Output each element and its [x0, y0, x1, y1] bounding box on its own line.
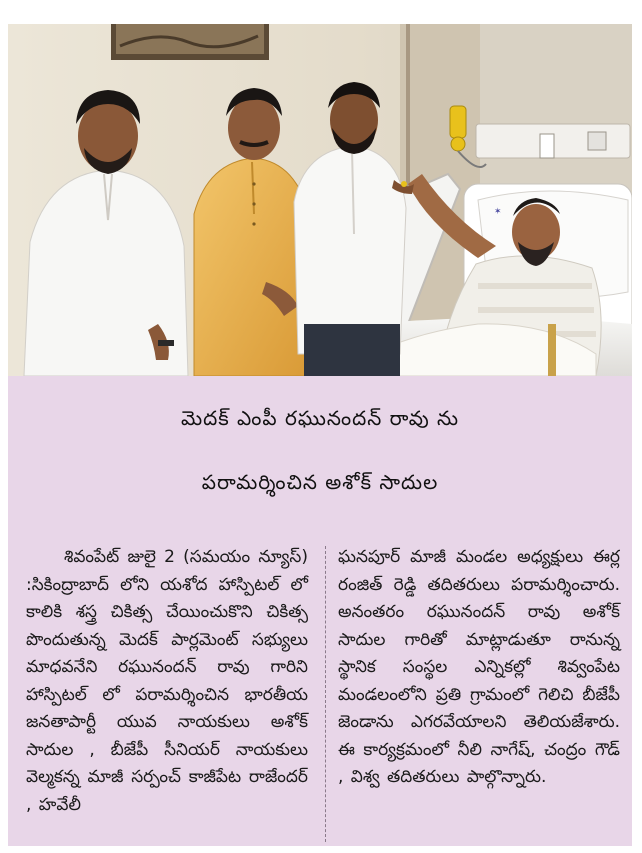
hospital-visit-photo — [8, 24, 632, 376]
svg-text:✶: ✶ — [494, 207, 502, 217]
news-clipping — [8, 24, 632, 846]
column-divider — [325, 546, 326, 842]
trousers — [304, 324, 400, 376]
article-body — [26, 544, 622, 844]
article-column-right: ఘనపూర్ మాజీ మండల అధ్యక్షులు ఈర్ల రంజిత్ రెడ్డి తదితరులు పరామర్శించారు. అనంతరం రఘునందన్ రావు అశోక్ సాదుల గారితో మాట్లాడుతూ రానున్న స్థానిక సంస్థల ఎన్నికల్లో శివ్వంపేట మండలంలోని ప్రతి గ్రామంలో గెలిచి బీజేపీ జెండాను ఎగరవేయాలని తెలియజేశారు. ఈ కార్యక్రమంలో నీలి నాగేష్, చంద్రం గౌడ్ , విశ్వ తదితరులు పాల్గొన్నారు. — [338, 547, 620, 787]
article-column-left: శివంపేట్ జులై 2 (సమయం న్యూస్) :సికింద్రాబాద్ లోని యశోద హాస్పిటల్ లో కాలికి శస్త్ర చికిత్స చేయించుకొని చికిత్స పొందుతున్న మెదక్ పార్లమెంట్ సభ్యులు మాధవనేని రఘునందన్ రావు గారిని హాస్పిటల్ లో పరామర్శించిన భారతీయ జనతాపార్టీ యువ నాయకులు అశోక్ సాదుల , బీజేపీ సీనియర్ నాయకులు వెల్మకన్న మాజీ సర్పంచ్ కాజీపేట రాజేందర్ , హవేలీ — [26, 547, 308, 815]
oxygen-flowmeter — [450, 106, 466, 138]
headline-line-1: మెదక్ ఎంపీ రఘునందన్ రావు ను — [180, 406, 460, 430]
news-photo — [8, 24, 632, 376]
headline-line-2: పరామర్శించిన అశోక్ సాదుల — [201, 470, 439, 494]
headline — [8, 386, 632, 536]
